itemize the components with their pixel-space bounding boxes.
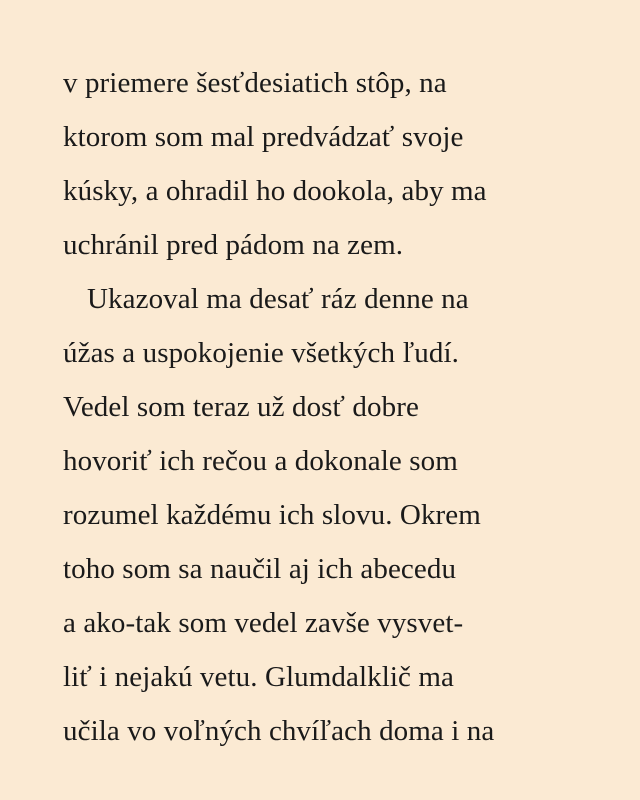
text-line: v priemere šesťdesiatich stôp, na [63,67,447,99]
text-line: uchránil pred pádom na zem. [63,229,404,261]
text-line: učila vo voľných chvíľach doma i na [63,715,495,747]
text-line: ktorom som mal predvádzať svoje [63,121,464,153]
text-line: rozumel každému ich slovu. Okrem [63,499,481,531]
text-line: úžas a uspokojenie všetkých ľudí. [63,337,460,369]
text-line: hovoriť ich rečou a dokonale som [63,445,458,477]
text-line: toho som sa naučil aj ich abecedu [63,553,457,585]
text-line: Vedel som teraz už dosť dobre [63,391,419,423]
body-text [63,56,603,758]
text-line: liť i nejakú vetu. Glumdalklič ma [63,661,454,693]
text-line: kúsky, a ohradil ho dookola, aby ma [63,175,487,207]
paragraph-start-line: Ukazoval ma desať ráz denne na [87,283,469,315]
text-line: a ako-tak som vedel zavše vysvet- [63,607,464,639]
